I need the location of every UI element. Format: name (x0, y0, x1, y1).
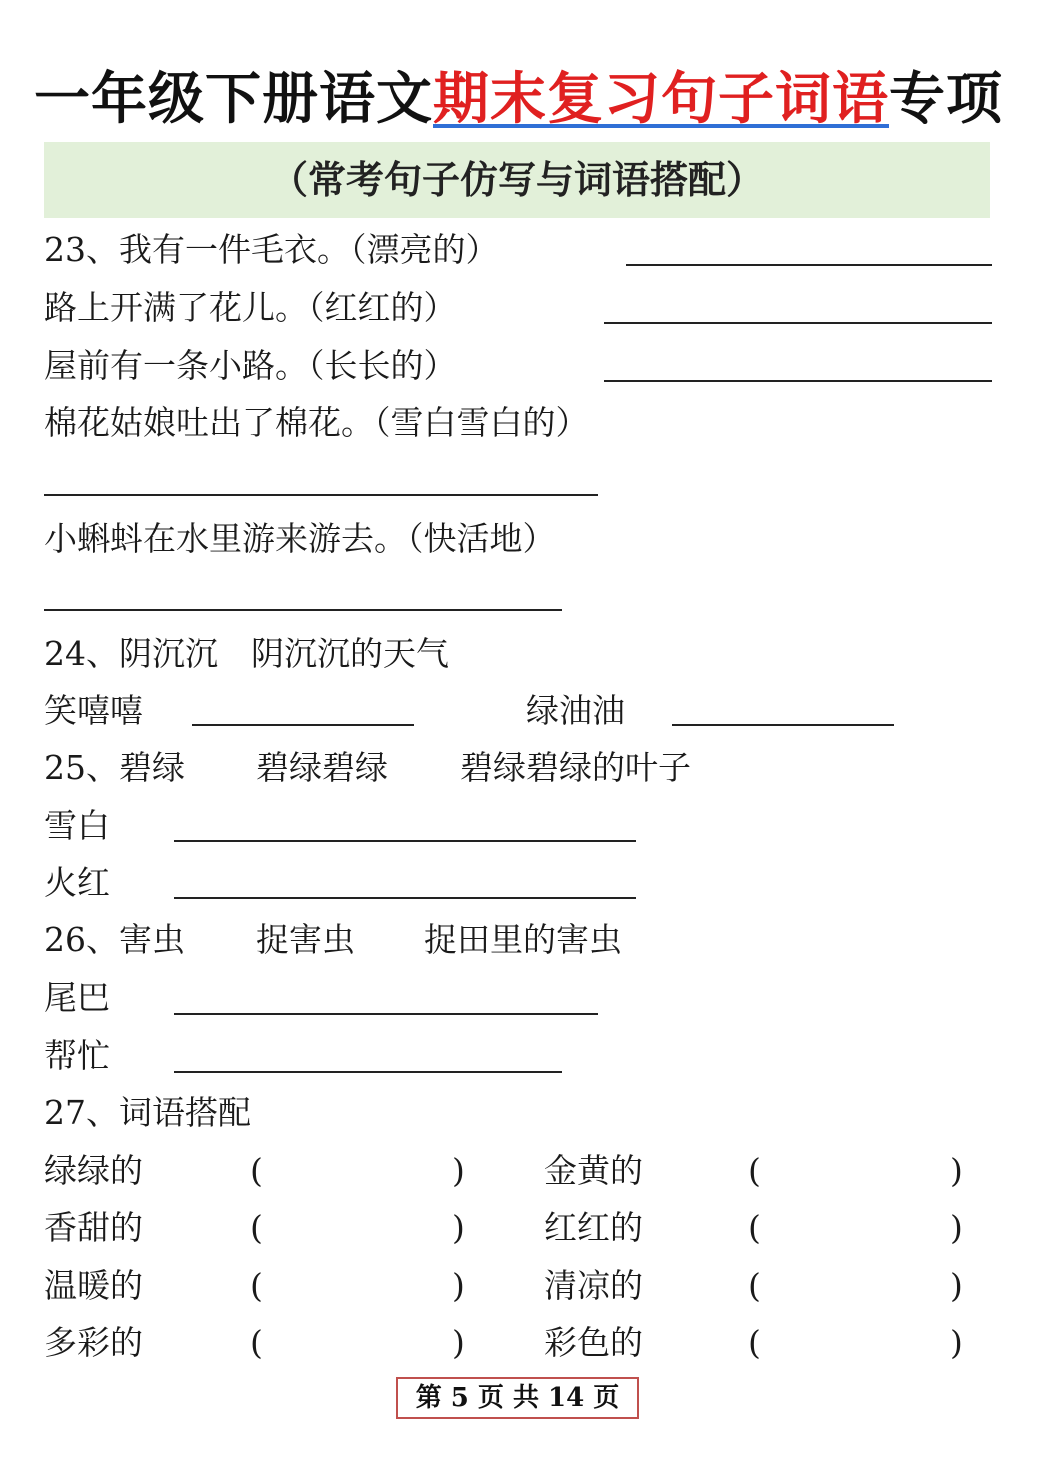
q27-left-word-4: 多彩的 (44, 1323, 143, 1362)
q27-left-close-paren-3: ) (452, 1266, 465, 1305)
q23-sentence-2: 路上开满了花儿。（红红的） (44, 288, 457, 327)
q25-example-1: 25、碧绿 (44, 748, 185, 787)
q25-example-2: 碧绿碧绿 (256, 748, 388, 787)
q27-left-close-paren-4: ) (452, 1323, 465, 1362)
q27-left-open-paren-2: ( (250, 1208, 263, 1247)
q27-right-open-paren-2: ( (748, 1208, 761, 1247)
title-part1: 一年级下册语文 (34, 67, 433, 132)
page-number-box (396, 1377, 639, 1419)
title-part3: 专项 (889, 67, 1003, 132)
q27-left-open-paren-4: ( (250, 1323, 263, 1362)
page-subtitle: （常考句子仿写与词语搭配） (269, 157, 764, 202)
q27-right-word-4: 彩色的 (544, 1323, 643, 1362)
q23-answer-line-3[interactable] (604, 380, 992, 382)
q26-answer-line-2[interactable] (174, 1071, 562, 1073)
page-title (0, 62, 1037, 138)
q26-example-3: 捉田里的害虫 (424, 920, 622, 959)
q27-right-close-paren-1: ) (950, 1151, 963, 1190)
q27-right-close-paren-2: ) (950, 1208, 963, 1247)
q23-answer-line-1[interactable] (626, 264, 992, 266)
q27-right-word-3: 清凉的 (544, 1266, 643, 1305)
q26-example-1: 26、害虫 (44, 920, 185, 959)
q27-right-word-2: 红红的 (544, 1208, 643, 1247)
q24-word-2: 绿油油 (526, 691, 625, 730)
q23-sentence-1: 23、我有一件毛衣。（漂亮的） (44, 230, 499, 269)
q27-left-close-paren-2: ) (452, 1208, 465, 1247)
q23-answer-line-2[interactable] (604, 322, 992, 324)
q26-word-2: 帮忙 (44, 1036, 110, 1075)
q27-left-open-paren-3: ( (250, 1266, 263, 1305)
q27-heading: 27、词语搭配 (44, 1093, 251, 1132)
page-number: 第 5 页 共 14 页 (415, 1383, 620, 1413)
q23-sentence-5: 小蝌蚪在水里游来游去。（快活地） (44, 519, 556, 558)
q27-left-word-3: 温暖的 (44, 1266, 143, 1305)
q27-right-word-1: 金黄的 (544, 1151, 643, 1190)
q25-answer-line-2[interactable] (174, 897, 636, 899)
q27-right-close-paren-4: ) (950, 1323, 963, 1362)
q27-left-word-2: 香甜的 (44, 1208, 143, 1247)
q25-word-1: 雪白 (44, 806, 110, 845)
q27-right-open-paren-1: ( (748, 1151, 761, 1190)
q26-answer-line-1[interactable] (174, 1013, 598, 1015)
q26-example-2: 捉害虫 (256, 920, 355, 959)
q25-answer-line-1[interactable] (174, 840, 636, 842)
q24-word-1: 笑嘻嘻 (44, 691, 143, 730)
q27-left-close-paren-1: ) (452, 1151, 465, 1190)
q25-word-2: 火红 (44, 863, 110, 902)
q27-right-open-paren-4: ( (748, 1323, 761, 1362)
q27-right-close-paren-3: ) (950, 1266, 963, 1305)
q23-answer-line-4[interactable] (44, 494, 598, 496)
q23-sentence-3: 屋前有一条小路。（长长的） (44, 346, 457, 385)
q25-example-3: 碧绿碧绿的叶子 (460, 748, 691, 787)
q26-word-1: 尾巴 (44, 978, 110, 1017)
q27-left-word-1: 绿绿的 (44, 1151, 143, 1190)
subtitle-band (44, 142, 990, 218)
q24-answer-line-1[interactable] (192, 724, 414, 726)
q27-left-open-paren-1: ( (250, 1151, 263, 1190)
title-highlight: 期末复习句子词语 (433, 67, 889, 132)
q24-example: 24、阴沉沉 阴沉沉的天气 (44, 634, 449, 673)
q24-answer-line-2[interactable] (672, 724, 894, 726)
q23-answer-line-5[interactable] (44, 609, 562, 611)
q27-right-open-paren-3: ( (748, 1266, 761, 1305)
q23-sentence-4: 棉花姑娘吐出了棉花。（雪白雪白的） (44, 403, 589, 442)
